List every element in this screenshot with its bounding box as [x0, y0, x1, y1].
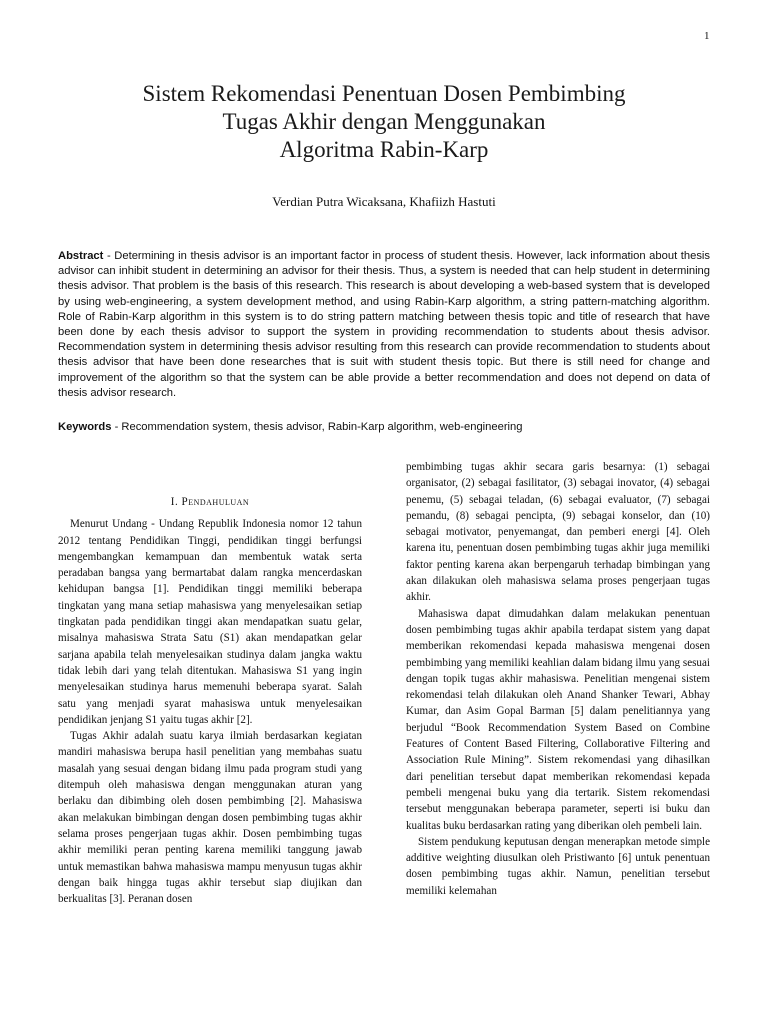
body-paragraph: Menurut Undang - Undang Republik Indonesia nomor 12 tahun 2012 tentang Pendidikan Tinggi, pendidikan tinggi berfungsi mengembangkan kemampuan dan membentuk watak serta peradaban bangsa yang bermartabat dalam rangka mencerdaskan kehidupan bangsa [1]. Pendidikan tinggi memiliki beberapa tingkatan yang mana setiap mahasiswa yang menyelesaikan setiap tingkatan pada pendidikan tinggi akan mendapatkan suatu gelar, misalnya mahasiswa Strata Satu (S1) akan mendapatkan gelar sarjana apabila telah menyelesaikan studinya dalam jangka waktu tidak lebih dari yang telah ditentukan. Mahasiswa S1 yang ingin menyelesaikan studinya harus memenuhi beberapa syarat. Salah satu yang menjadi syarat mahasiswa untuk menyelesaikan pendidikan jenjang S1 yaitu tugas akhir [2]. — [58, 518, 362, 726]
title-line-2: Tugas Akhir dengan Menggunakan — [222, 109, 546, 134]
keywords — [58, 420, 710, 435]
abstract-text: - Determining in thesis advisor is an important factor in process of student thesis. However, lack information about thesis advisor can inhibit student in determining an advisor for their thesis. Thus, a system is needed that can help student in determining thesis advisor. That problem is the basis of this research. This research is about developing a web-based system that is developed by using web-engineering, a system development method, and using Rabin-Karp algorithm, a string pattern-matching algorithm. Role of Rabin-Karp algorithm in this system is to do string pattern matching between thesis topic and title of research that have been done by each thesis advisor to support the system in providing recommendation to students about thesis advisor. Recommendation system in determining thesis advisor resulting from this research can provide recommendation to students about thesis advisor that have been done researches that is suit with student thesis topic. But there is still need for change and improvement of the algorithm so that the system can be able provide a better recommendation and does not depend on data of thesis advisor research. — [58, 250, 710, 399]
keywords-label: Keywords — [58, 421, 112, 433]
section-heading: I. Pendahuluan — [170, 496, 250, 508]
keywords-text: - Recommendation system, thesis advisor, Rabin-Karp algorithm, web-engineering — [111, 421, 523, 433]
abstract-label: Abstract — [58, 250, 104, 262]
title-line-1: Sistem Rekomendasi Penentuan Dosen Pembimbing — [142, 81, 626, 106]
left-column — [58, 494, 362, 907]
paper-title — [60, 80, 708, 164]
authors: Verdian Putra Wicaksana, Khafiizh Hastuti — [272, 194, 496, 209]
body-paragraph: pembimbing tugas akhir secara garis besarnya: (1) sebagai organisator, (2) sebagai fasilitator, (3) sebagai inovator, (4) sebagai penemu, (5) sebagai teladan, (6) sebagai evaluator, (7) sebagai pemandu, (8) sebagai pencipta, (9) sebagai konselor, dan (10) sebagai motivator, penyemangat, dan pemberi energi [4]. Oleh karena itu, penentuan dosen pembimbing tugas akhir juga memiliki faktor penting karena akan berpengaruh terhadap bimbingan yang akan dilakukan oleh mahasiswa selama proses pengerjaan tugas akhir. — [406, 461, 710, 604]
body-paragraph: Mahasiswa dapat dimudahkan dalam melakukan penentuan dosen pembimbing tugas akhir apabila terdapat sistem yang dapat memberikan rekomendasi kepada mahasiswa mengenai dosen pembimbing yang memiliki keahlian dalam bidang ilmu yang sesuai dengan topik tugas akhir mahasiswa. Penelitian mengenai sistem rekomendasi telah dilakukan oleh Anand Shanker Tewari, Abhay Kumar, dan Asim Gopal Barman [5] dalam penelitiannya yang berjudul “Book Recommendation System Based on Combine Features of Content Based Filtering, Collaborative Filtering and Association Rule Mining”. Sistem rekomendasi yang dihasilkan dari penelitian tersebut dapat memberikan rekomendasi kepada pembeli mengenai buku yang dia tertarik. Sistem rekomendasi tersebut menggunakan beberapa parameter, seperti isi buku dan kualitas buku berdasarkan rating yang diberikan oleh pembeli lain. — [406, 607, 710, 832]
title-line-3: Algoritma Rabin-Karp — [279, 137, 489, 162]
page-number: 1 — [704, 30, 710, 42]
body-paragraph: Sistem pendukung keputusan dengan menerapkan metode simple additive weighting diusulkan oleh Pristiwanto [6] untuk penentuan dosen pembimbing tugas akhir. Namun, penelitian tersebut memiliki kelemahan — [406, 835, 710, 897]
body-paragraph: Tugas Akhir adalah suatu karya ilmiah berdasarkan kegiatan mandiri mahasiswa berupa hasil penelitian yang membahas suatu masalah yang sesuai dengan bidang ilmu pada program studi yang ditempuh oleh mahasiswa dengan menggunakan aturan yang berlaku dan dibimbing oleh dosen pembimbing [2]. Mahasiswa akan melakukan bimbingan dengan dosen pembimbing tugas akhir selama proses pengerjaan tugas akhir. Dosen pembimbing tugas akhir memiliki peran penting karena memiliki tanggung jawab untuk memastikan bahwa mahasiswa mampu menyusun tugas akhir dengan baik hingga tugas akhir tersebut siap diujikan dan berkualitas [3]. Peranan dosen — [58, 730, 362, 906]
abstract — [58, 249, 710, 401]
right-column — [406, 459, 710, 899]
